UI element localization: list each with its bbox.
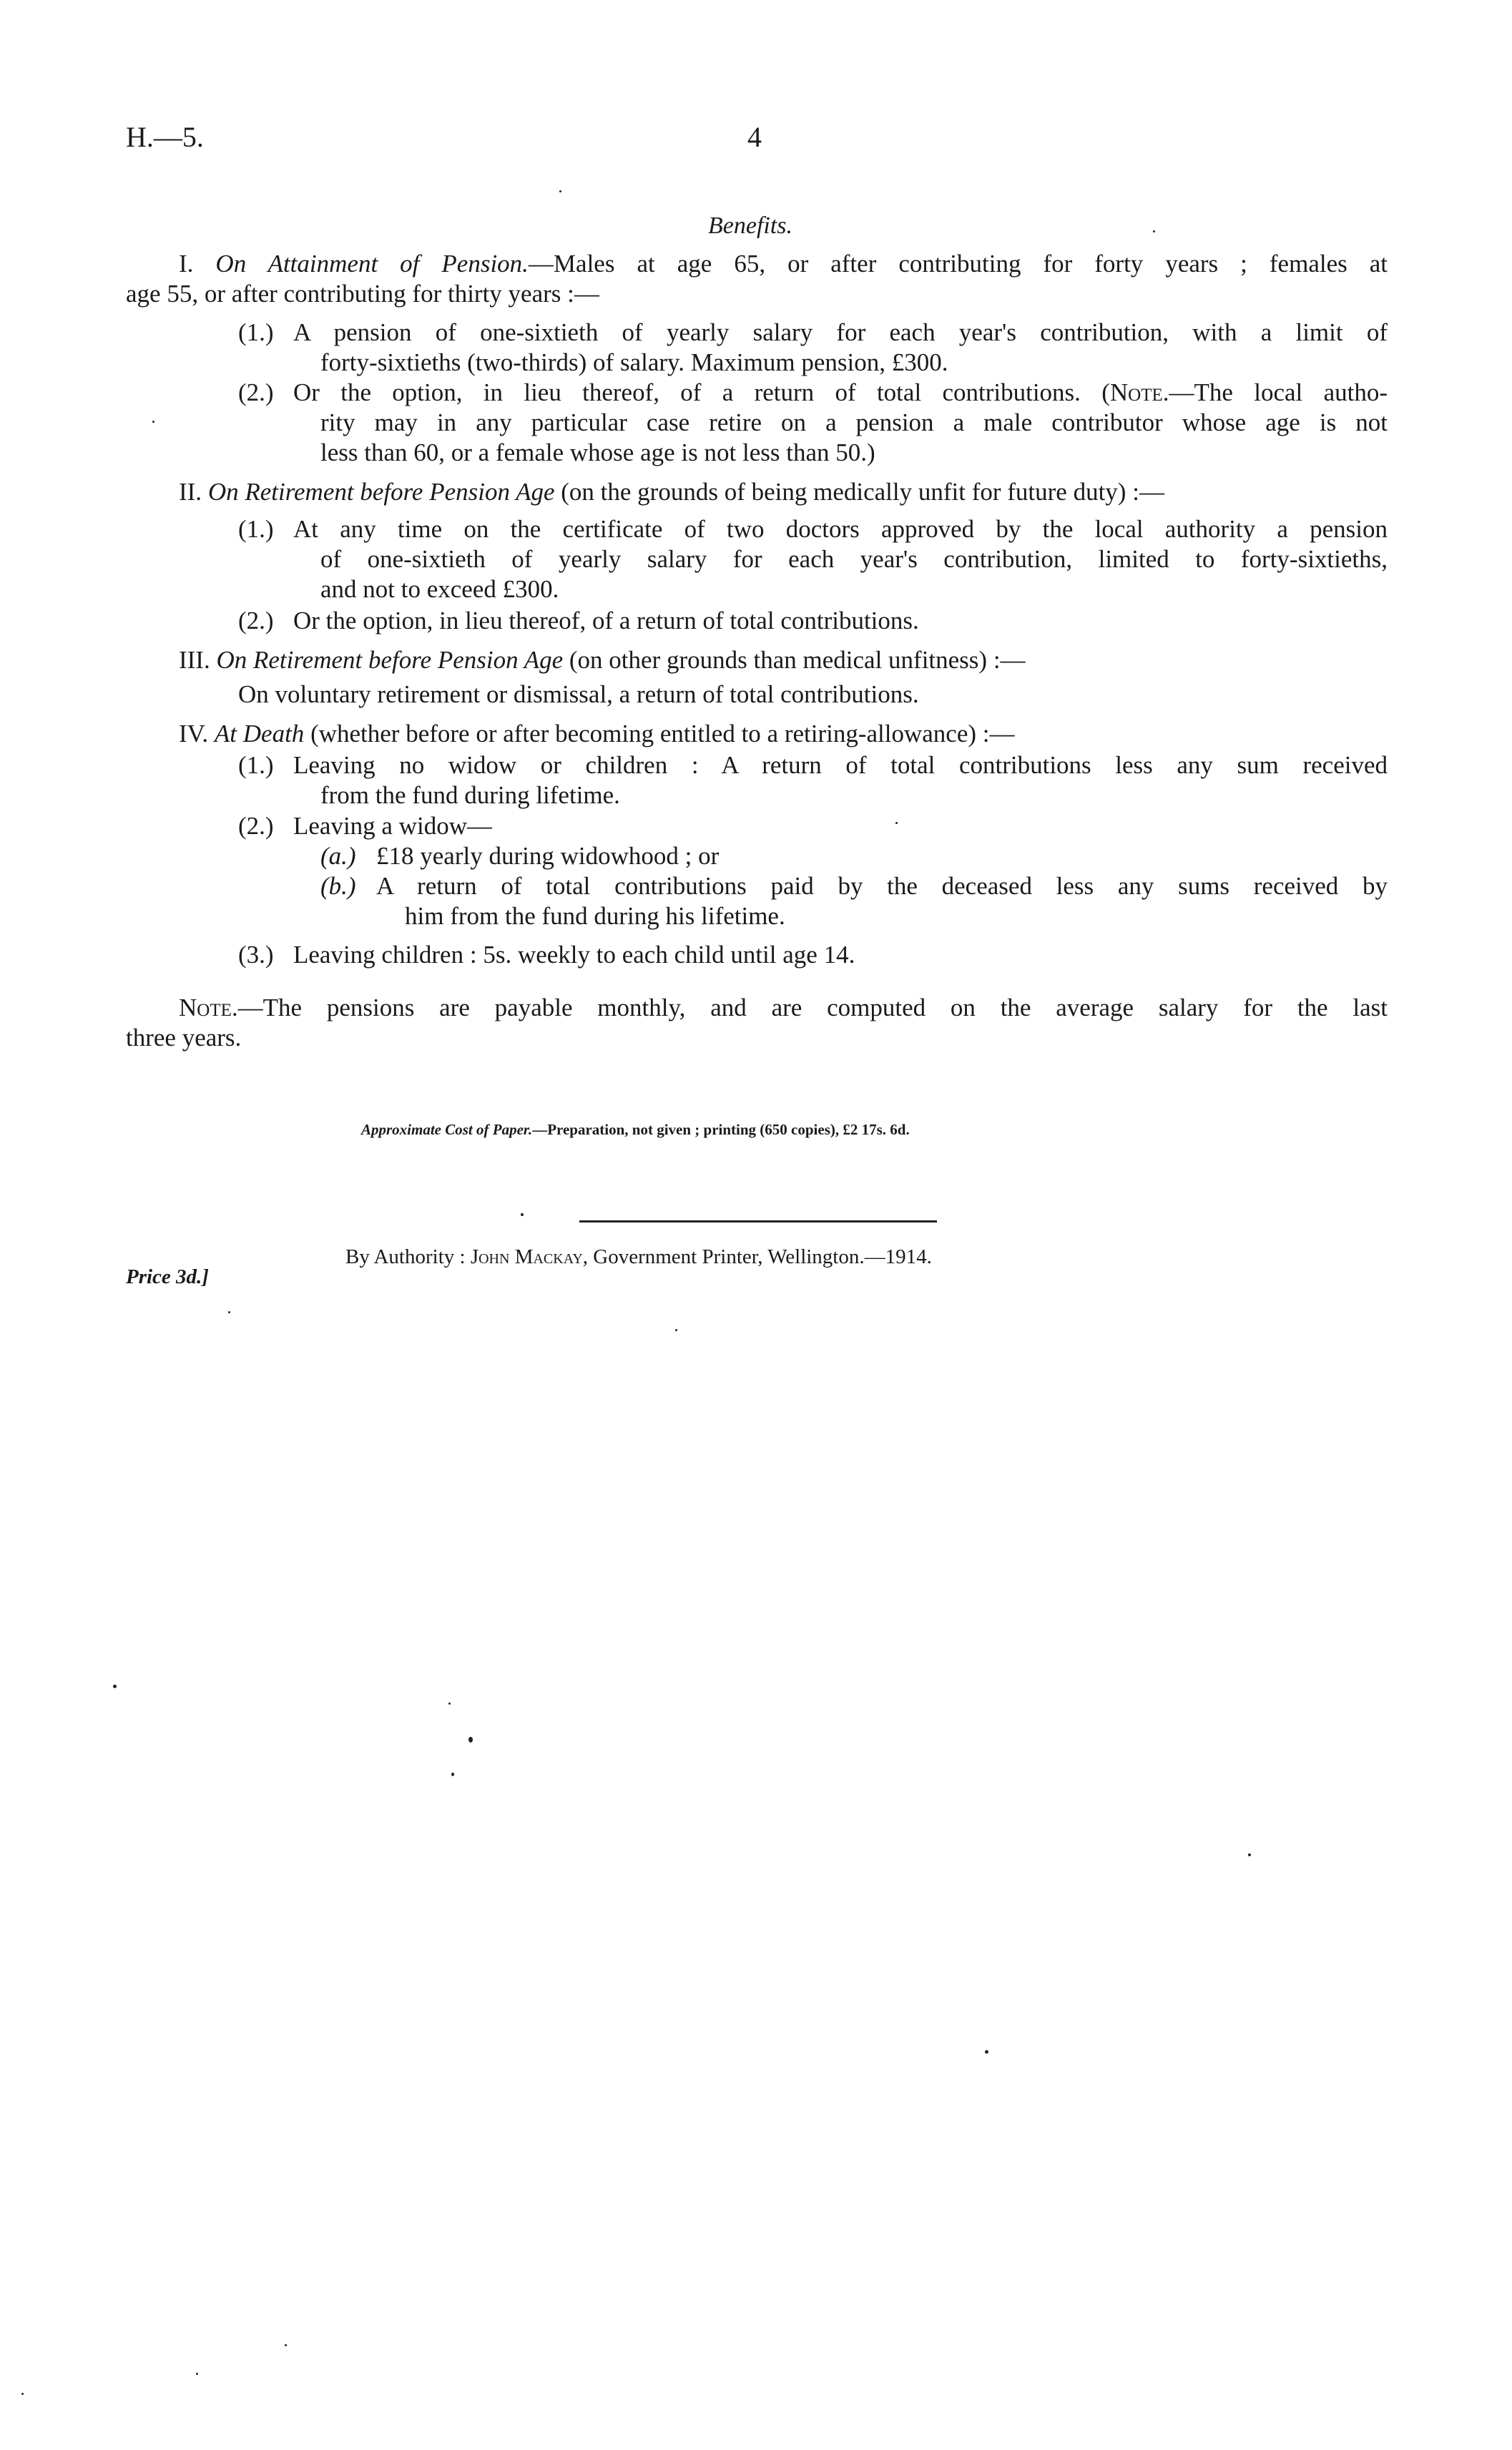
cost-note-text: —Preparation, not given ; printing (650 copies), £2 17s. 6d. [532,1121,910,1138]
scan-speck [451,1773,454,1776]
section-iv-heading-rest: (whether before or after becoming entitled to a retiring-allowance) :— [304,720,1015,748]
section-iv-item-1-line-1: Leaving no widow or children : A return of total contributions less any sum received [293,751,1388,779]
section-i-intro-1: —Males at age 65, or after contributing for forty years ; females at [528,250,1388,278]
price [126,1265,209,1289]
section-iv-numeral: IV. [179,720,209,748]
section-i-item-2-line-1 [293,378,1388,407]
section-i-line-2: age 55, or after contributing for thirty years :— [126,280,599,308]
closing-note-label: Note. [179,994,238,1021]
cost-note [361,1120,910,1139]
section-i-item-2-line-1a: Or the option, in lieu thereof, of a return of total contributions. ( [293,378,1110,406]
imprint-printer-name: John Mackay [470,1245,583,1268]
section-iv-heading-line [179,720,1015,748]
scan-speck [285,2344,287,2346]
section-iv-item-1-number: (1.) [238,751,274,779]
section-ii-item-1-number: (1.) [238,515,274,543]
section-ii-heading-line [179,478,1164,506]
section-iv-sub-a-text: £18 yearly during widowhood ; or [376,842,720,870]
section-ii-heading-rest: (on the grounds of being medically unfit for future duty) :— [554,478,1164,506]
section-i-numeral: I. [179,250,194,278]
section-i-item-2-note-word: Note. [1109,378,1169,406]
section-ii-numeral: II. [179,478,202,506]
scan-speck [21,2393,24,2395]
section-title-text: Benefits. [708,212,793,239]
scan-speck [521,1213,524,1216]
section-iv-sub-b-line-1: A return of total contributions paid by the deceased less any sums received by [376,872,1388,900]
imprint-rule [579,1220,937,1222]
scan-speck [113,1685,117,1688]
imprint-suffix: , Government Printer, Wellington.—1914. [582,1245,932,1268]
section-iii-heading-line [179,646,1026,675]
section-iv-heading: At Death [214,720,305,748]
section-i-item-1-line-1: A pension of one-sixtieth of yearly salary for each year's contribution, with a limit of [293,318,1388,346]
section-title [708,212,792,240]
section-i-item-2-number: (2.) [238,378,274,406]
section-iii-heading-rest: (on other grounds than medical unfitness) :— [563,646,1026,674]
scan-speck [1153,230,1155,232]
section-iii-body: On voluntary retirement or dismissal, a return of total contributions. [238,680,919,708]
section-iv-item-1-line-2: from the fund during lifetime. [320,781,620,809]
scan-speck [985,2050,988,2054]
scan-speck [228,1311,230,1313]
section-iii-numeral: III. [179,646,210,674]
scan-speck [196,2373,198,2375]
document-reference: H.—5. [126,121,204,153]
scan-speck [468,1737,473,1743]
section-iv-sub-b-label: (b.) [320,872,356,900]
scan-speck [559,190,561,192]
section-i-item-1-line-2: forty-sixtieths (two-thirds) of salary. Maximum pension, £300. [320,348,948,376]
section-iv-sub-b-line-2: him from the fund during his lifetime. [405,902,785,930]
section-i-item-2-line-2: rity may in any particular case retire on a pension a male contributor whose age is not [320,408,1388,436]
closing-note-line-1 [179,994,1388,1022]
section-ii-item-1-line-1: At any time on the certificate of two doctors approved by the local authority a pension [293,515,1388,543]
imprint [345,1245,932,1269]
page-number: 4 [747,121,762,153]
section-i-line-1 [179,250,1388,278]
closing-note-line-2: three years. [126,1024,242,1052]
scan-speck [675,1329,677,1331]
section-ii-item-2-number: (2.) [238,607,274,634]
section-i-heading: On Attainment of Pension. [215,250,529,278]
section-ii-item-2-line-1: Or the option, in lieu thereof, of a return of total contributions. [293,607,919,634]
section-iv-sub-a-number [320,842,356,871]
closing-note-text-1: —The pensions are payable monthly, and are computed on the average salary for the last [237,994,1388,1021]
cost-note-label: Approximate Cost of Paper. [361,1121,533,1138]
section-ii-item-1-line-2: of one-sixtieth of yearly salary for each year's contribution, limited to forty-sixtieths, [320,545,1388,573]
scan-speck [152,421,154,423]
section-ii-item-1-line-3: and not to exceed £300. [320,575,559,603]
scan-speck [895,822,898,824]
section-i-item-2-line-3: less than 60, or a female whose age is not less than 50.) [320,438,875,466]
section-iv-item-3-number: (3.) [238,941,274,969]
section-iii-heading: On Retirement before Pension Age [216,646,564,674]
scan-speck [448,1702,451,1705]
scan-speck [1248,1853,1251,1856]
price-text: Price 3d.] [126,1265,209,1288]
section-iv-sub-b-number [320,872,356,901]
imprint-prefix: By Authority : [345,1245,471,1268]
section-ii-heading: On Retirement before Pension Age [207,478,555,506]
section-iv-item-2-line-1: Leaving a widow— [293,812,492,840]
section-iv-item-2-number: (2.) [238,812,274,840]
section-iv-sub-a-label: (a.) [320,842,356,870]
section-i-item-1-number: (1.) [238,318,274,346]
section-i-item-2-line-1b: —The local autho- [1169,378,1388,406]
section-iv-item-3-line-1: Leaving children : 5s. weekly to each child until age 14. [293,941,855,969]
